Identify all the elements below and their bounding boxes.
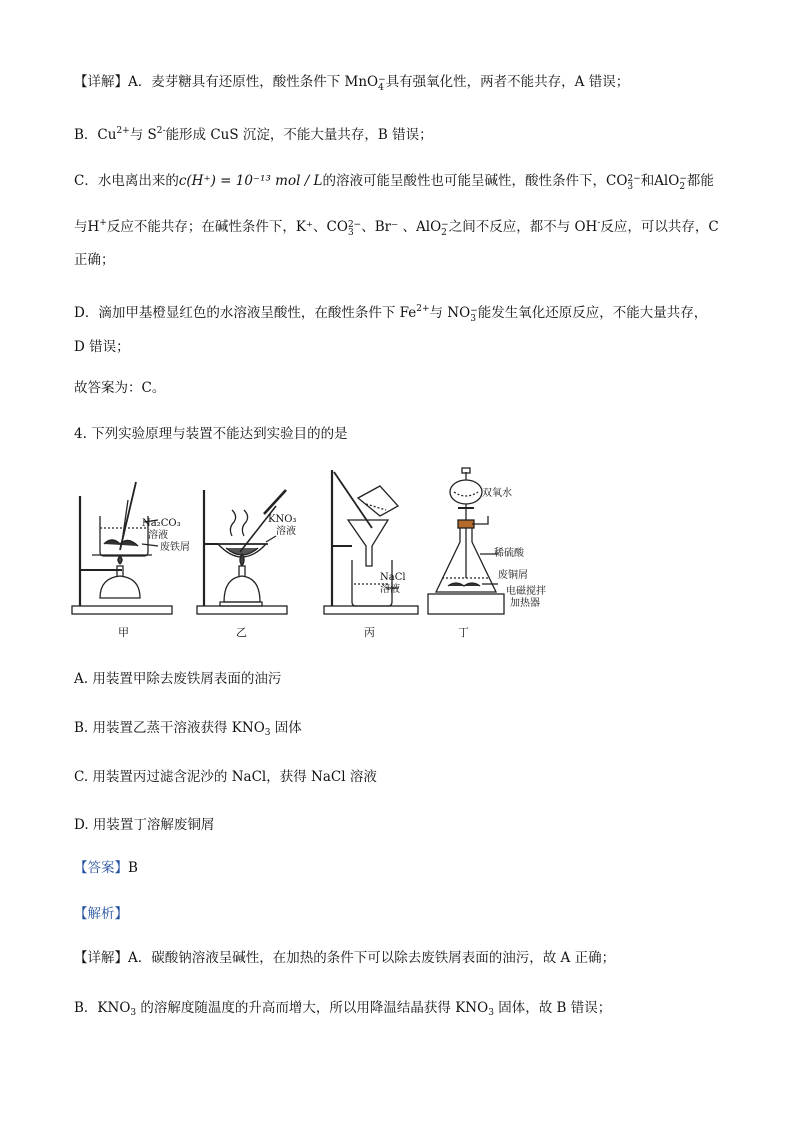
text: 都能 <box>686 173 714 189</box>
superscript: − <box>441 220 449 230</box>
stand-base <box>197 606 287 614</box>
text: 【详解】A．麦芽糖具有还原性，酸性条件下 MnO <box>74 74 379 90</box>
ding-label-copper: 废铜屑 <box>498 570 528 581</box>
superscript: 2+ <box>116 126 130 136</box>
label-line <box>142 544 158 546</box>
superscript: − <box>679 174 687 184</box>
subscript: 2 <box>679 182 686 192</box>
pouring-beaker <box>358 486 398 516</box>
text: 和AlO <box>640 173 680 189</box>
bing-label-nacl: NaCl <box>380 572 406 583</box>
text: 的溶液可能呈酸性也可能呈碱性，酸性条件下，CO <box>322 173 628 189</box>
subscript: 3 <box>627 182 634 192</box>
text: D．滴加甲基橙显红色的水溶液呈酸性，在酸性条件下 Fe <box>74 305 417 321</box>
superscript: 2- <box>156 126 166 136</box>
conclusion-line: 故答案为：C。 <box>74 380 166 396</box>
detail-line-7: D 错误； <box>74 339 130 355</box>
text: 反应不能共存；在碱性条件下，K⁺、CO <box>106 219 348 235</box>
jia-label-na2co3: Na₂CO₃ <box>142 518 181 529</box>
superscript: − <box>378 75 386 85</box>
superscript: − <box>470 306 478 316</box>
magnetic-stirrer-heater <box>428 594 504 614</box>
text: B．KNO <box>74 1000 131 1016</box>
answer-line <box>74 858 138 878</box>
detail-line-5: 正确； <box>74 252 115 268</box>
jia-label-iron: 废铁屑 <box>160 542 190 553</box>
yi-label-solution: 溶液 <box>276 526 296 537</box>
apparatus-yi <box>197 490 287 614</box>
subscript: 3 <box>488 1008 494 1018</box>
text: 具有强氧化性，两者不能共存，A 错误； <box>385 74 630 90</box>
alcohol-lamp <box>224 576 260 602</box>
beaker <box>352 560 392 606</box>
answer-label: 【答案】 <box>74 860 128 876</box>
stand-base <box>72 606 172 614</box>
bing-label-solution: 溶液 <box>380 584 400 595</box>
subscript: 3 <box>470 314 476 324</box>
ding-caption: 丁 <box>458 626 469 639</box>
subscript: 3 <box>347 228 354 238</box>
superscript: - <box>597 218 601 228</box>
text: 的溶解度随温度的升高而增大，所以用降温结晶获得 KNO <box>136 1000 489 1016</box>
superscript: 2+ <box>416 304 430 314</box>
question-4-stem: 4. 下列实验原理与装置不能达到实验目的的是 <box>74 426 348 442</box>
formula: c(H⁺) = 10⁻¹³ mol / L <box>178 173 323 189</box>
yi-caption: 乙 <box>236 626 247 639</box>
detail-line-2 <box>74 121 433 145</box>
detail-line-1 <box>74 72 629 92</box>
glass-rod <box>240 506 276 552</box>
apparatus-jia <box>72 482 172 614</box>
funnel <box>348 520 388 566</box>
text: 能发生氧化还原反应，不能大量共存， <box>477 305 708 321</box>
subscript: 3 <box>130 1008 137 1018</box>
flame <box>118 556 122 564</box>
jia-label-solution: 溶液 <box>148 530 168 541</box>
superscript: 2− <box>347 220 362 230</box>
rubber-stopper <box>458 520 474 528</box>
text: 固体 <box>270 720 302 736</box>
stand-base <box>324 606 418 614</box>
text: 之间不反应，都不与 OH <box>448 219 598 235</box>
flame <box>240 554 244 566</box>
option-b <box>74 718 302 743</box>
apparatus-bing <box>324 470 418 614</box>
ding-label-acid: 稀硫酸 <box>494 548 524 559</box>
superscript: + <box>99 218 107 228</box>
rod-holder <box>264 490 286 514</box>
text: 反应，可以共存，C <box>600 219 719 235</box>
hydrogen-peroxide-level <box>454 492 478 496</box>
analysis-line-2 <box>74 998 611 1023</box>
lamp-wick-holder <box>239 566 245 576</box>
option-d: D. 用装置丁溶解废铜屑 <box>74 817 215 833</box>
jia-caption: 甲 <box>118 626 129 639</box>
subscript: 4 <box>378 83 384 93</box>
text: 与H <box>74 219 100 235</box>
apparatus-figure <box>62 466 622 646</box>
vapor <box>230 510 235 536</box>
superscript: 2− <box>627 174 641 184</box>
analysis-line-1: 【详解】A．碳酸钠溶液呈碱性，在加热的条件下可以除去废铁屑表面的油污，故 A 正确； <box>74 950 616 966</box>
text: 、Br⁻ 、AlO <box>361 219 442 235</box>
text: C．水电离出来的 <box>74 173 179 189</box>
subscript: 2 <box>441 228 447 238</box>
ding-label-heater: 加热器 <box>510 598 540 609</box>
detail-line-6 <box>74 299 707 323</box>
text: B. 用装置乙蒸干溶液获得 KNO <box>74 720 265 736</box>
option-a: A. 用装置甲除去废铁屑表面的油污 <box>74 671 282 687</box>
copper-scraps <box>448 583 480 586</box>
detail-line-4 <box>74 213 719 237</box>
ding-label-stirrer: 电磁搅拌 <box>506 586 546 597</box>
text: 与 S <box>129 127 157 143</box>
text: 固体，故 B 错误； <box>493 1000 612 1016</box>
text: B．Cu <box>74 127 117 143</box>
text: 与 NO <box>429 305 471 321</box>
vapor <box>242 510 247 536</box>
detail-line-3 <box>74 171 714 191</box>
analysis-label: 【解析】 <box>74 906 128 922</box>
answer-value: B <box>128 860 138 876</box>
option-c: C. 用装置丙过滤含泥沙的 NaCl，获得 NaCl 溶液 <box>74 769 377 785</box>
text: 能形成 CuS 沉淀，不能大量共存，B 错误； <box>165 127 433 143</box>
label-line <box>266 536 276 542</box>
wood-block <box>220 602 262 606</box>
ding-label-h2o2: 双氧水 <box>482 488 512 499</box>
alcohol-lamp <box>100 576 140 598</box>
yi-label-kno3: KNO₃ <box>268 514 297 525</box>
subscript: 3 <box>264 728 271 738</box>
bing-caption: 丙 <box>364 626 375 639</box>
